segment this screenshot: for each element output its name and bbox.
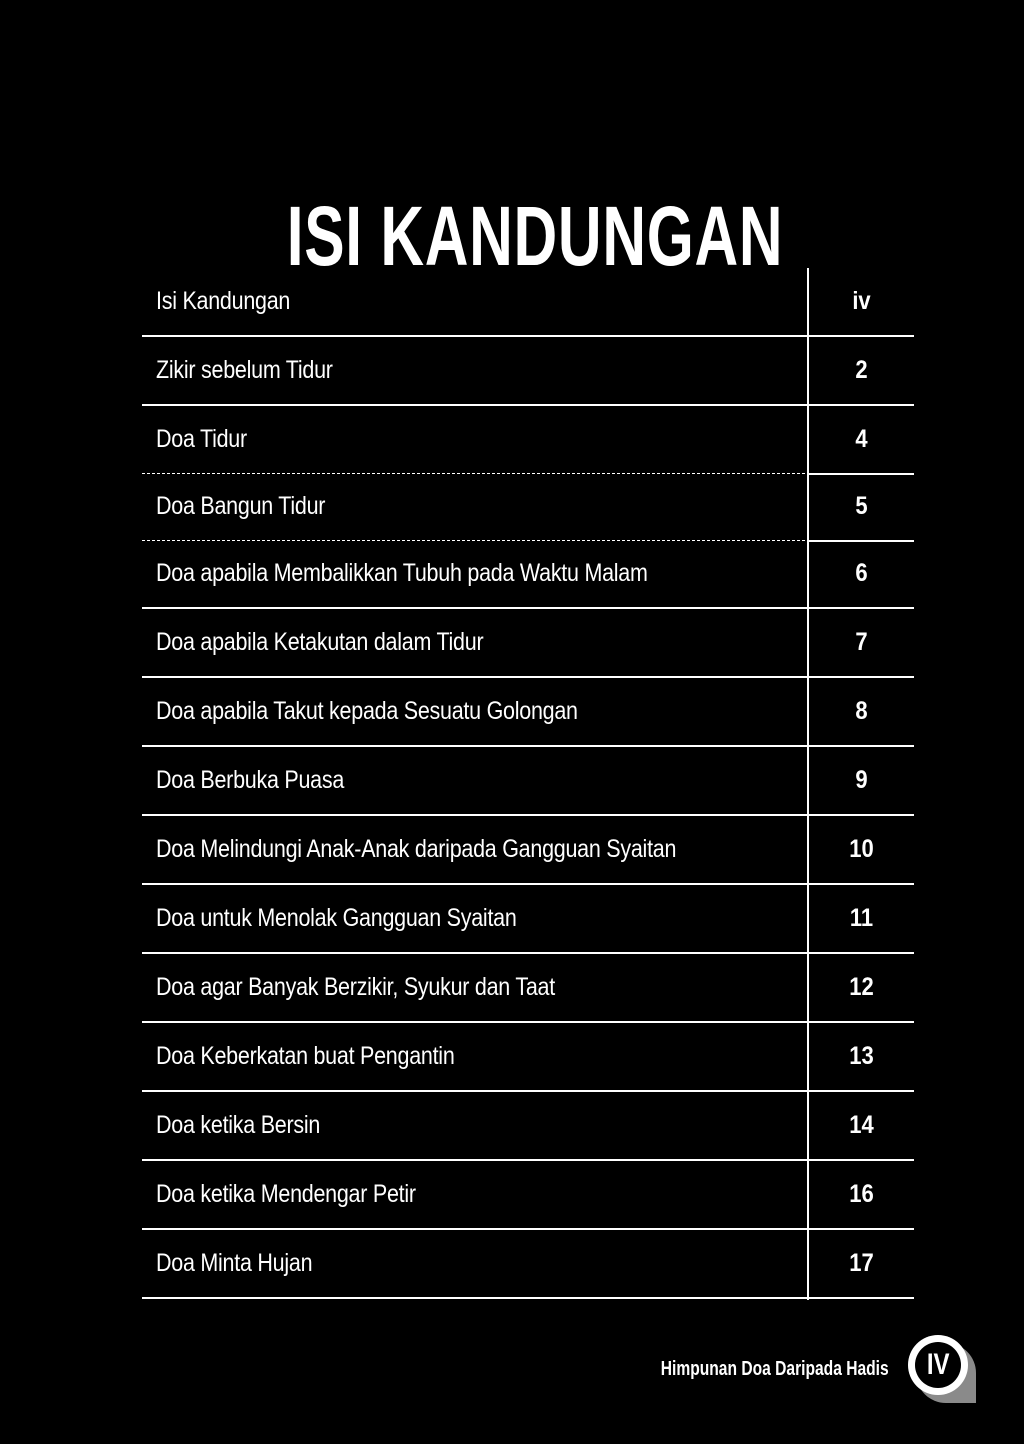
toc-entry-page: 4: [855, 425, 868, 453]
toc-entry-page: iv: [852, 287, 871, 315]
toc-entry-title: Doa Minta Hujan: [156, 1249, 313, 1277]
toc-row[interactable]: [142, 1230, 914, 1299]
toc-entry-title: Doa apabila Membalikkan Tubuh pada Waktu Malam: [156, 559, 648, 587]
toc-entry-title: Doa agar Banyak Berzikir, Syukur dan Taat: [156, 973, 555, 1001]
table-of-contents: [142, 268, 914, 1299]
toc-entry-title: Doa Bangun Tidur: [156, 492, 326, 520]
page-title: ISI KANDUNGAN: [286, 189, 784, 284]
toc-entry-title: Doa Berbuka Puasa: [156, 766, 345, 794]
toc-entry-title: Doa apabila Takut kepada Sesuatu Golongan: [156, 697, 578, 725]
toc-entry-page: 8: [855, 697, 868, 725]
toc-row[interactable]: [142, 816, 914, 885]
toc-entry-title: Isi Kandungan: [156, 287, 291, 315]
page-number: IV: [926, 1348, 950, 1381]
toc-row[interactable]: [142, 678, 914, 747]
toc-row[interactable]: [142, 540, 914, 609]
toc-entry-title: Doa Tidur: [156, 425, 247, 453]
toc-entry-title: Doa ketika Mendengar Petir: [156, 1180, 416, 1208]
toc-row[interactable]: [142, 406, 914, 473]
toc-entry-title: Doa Keberkatan buat Pengantin: [156, 1042, 455, 1070]
toc-entry-title: Doa ketika Bersin: [156, 1111, 321, 1139]
toc-entry-page: 9: [855, 766, 868, 794]
toc-entry-title: Doa untuk Menolak Gangguan Syaitan: [156, 904, 517, 932]
toc-entry-title: Doa Melindungi Anak-Anak daripada Gangguan Syaitan: [156, 835, 677, 863]
toc-row[interactable]: [142, 954, 914, 1023]
toc-row[interactable]: [142, 1023, 914, 1092]
toc-entry-title: Doa apabila Ketakutan dalam Tidur: [156, 628, 484, 656]
toc-entry-page: 10: [849, 835, 874, 863]
toc-row[interactable]: [142, 1161, 914, 1230]
toc-row[interactable]: [142, 337, 914, 406]
page-number-badge: [908, 1335, 968, 1395]
toc-row[interactable]: [142, 1092, 914, 1161]
toc-row[interactable]: [142, 268, 914, 337]
toc-entry-page: 16: [849, 1180, 874, 1208]
toc-entry-page: 14: [849, 1111, 874, 1139]
toc-row[interactable]: [142, 609, 914, 678]
toc-entry-title: Zikir sebelum Tidur: [156, 356, 333, 384]
toc-entry-page: 7: [855, 628, 868, 656]
toc-entry-page: 13: [849, 1042, 874, 1070]
toc-entry-page: 11: [849, 904, 874, 932]
toc-row[interactable]: [142, 885, 914, 954]
toc-entry-page: 6: [855, 559, 868, 587]
toc-entry-page: 12: [849, 973, 874, 1001]
footer-book-title: Himpunan Doa Daripada Hadis: [660, 1358, 889, 1380]
toc-row[interactable]: [142, 473, 914, 540]
toc-entry-page: 2: [855, 356, 868, 384]
toc-entry-page: 17: [849, 1249, 874, 1277]
toc-entry-page: 5: [855, 492, 868, 520]
toc-row[interactable]: [142, 747, 914, 816]
